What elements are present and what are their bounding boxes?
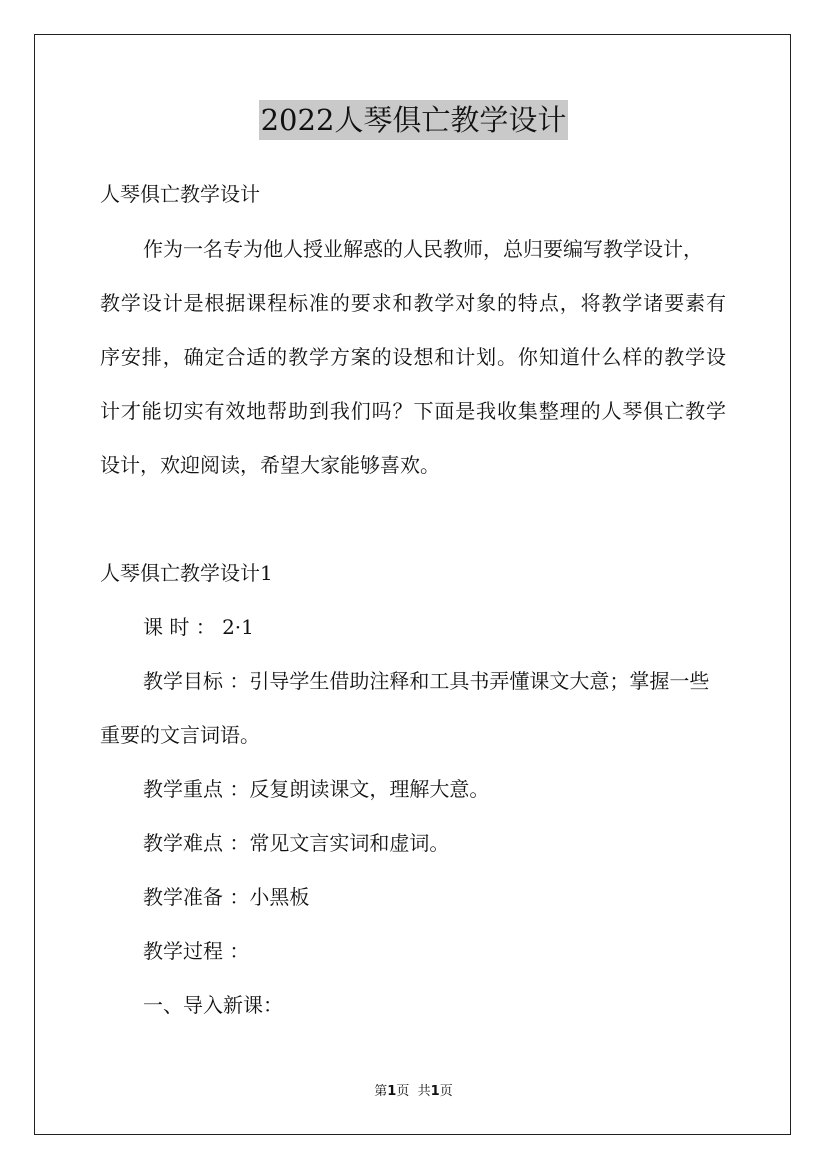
intro-line-4: 计才能切实有效地帮助到我们吗？下面是我收集整理的人琴俱亡教学	[100, 399, 726, 423]
page-number: 1	[387, 1084, 397, 1099]
goal-line-1: 教学目标 ：引导学生借助注释和工具书弄懂课文大意；掌握一些	[143, 669, 710, 693]
page-suffix: 页	[396, 1084, 410, 1099]
preparation: 教学准备 ：小黑板	[143, 885, 310, 909]
intro-line-1: 作为一名专为他人授业解惑的人民教师，总归要编写教学设计，	[143, 237, 703, 261]
goal-line-2: 重要的文言词语。	[100, 723, 260, 747]
total-prefix: 共	[417, 1084, 431, 1099]
intro-line-5: 设计，欢迎阅读，希望大家能够喜欢。	[100, 453, 440, 477]
difficulty: 教学难点 ：常见文言实词和虚词。	[143, 831, 450, 855]
page-footer	[0, 1083, 827, 1101]
intro-line-2: 教学设计是根据课程标准的要求和教学对象的特点，将教学诸要素有	[100, 291, 726, 315]
section1-heading: 人琴俱亡教学设计1	[100, 561, 273, 585]
total-suffix: 页	[439, 1084, 453, 1099]
intro-line-3: 序安排，确定合适的教学方案的设想和计划。你知道什么样的教学设	[100, 345, 726, 369]
total-pages: 1	[430, 1084, 440, 1099]
title-wrap	[0, 100, 827, 140]
step-1: 一、导入新课：	[143, 993, 283, 1017]
document-title: 2022人琴俱亡教学设计	[259, 100, 569, 140]
page-prefix: 第	[374, 1084, 388, 1099]
key-point: 教学重点 ：反复朗读课文，理解大意。	[143, 777, 490, 801]
lesson-time: 课 时 ： 2·1	[143, 615, 254, 639]
process: 教学过程 ：	[143, 939, 250, 963]
intro-heading: 人琴俱亡教学设计	[100, 182, 260, 206]
